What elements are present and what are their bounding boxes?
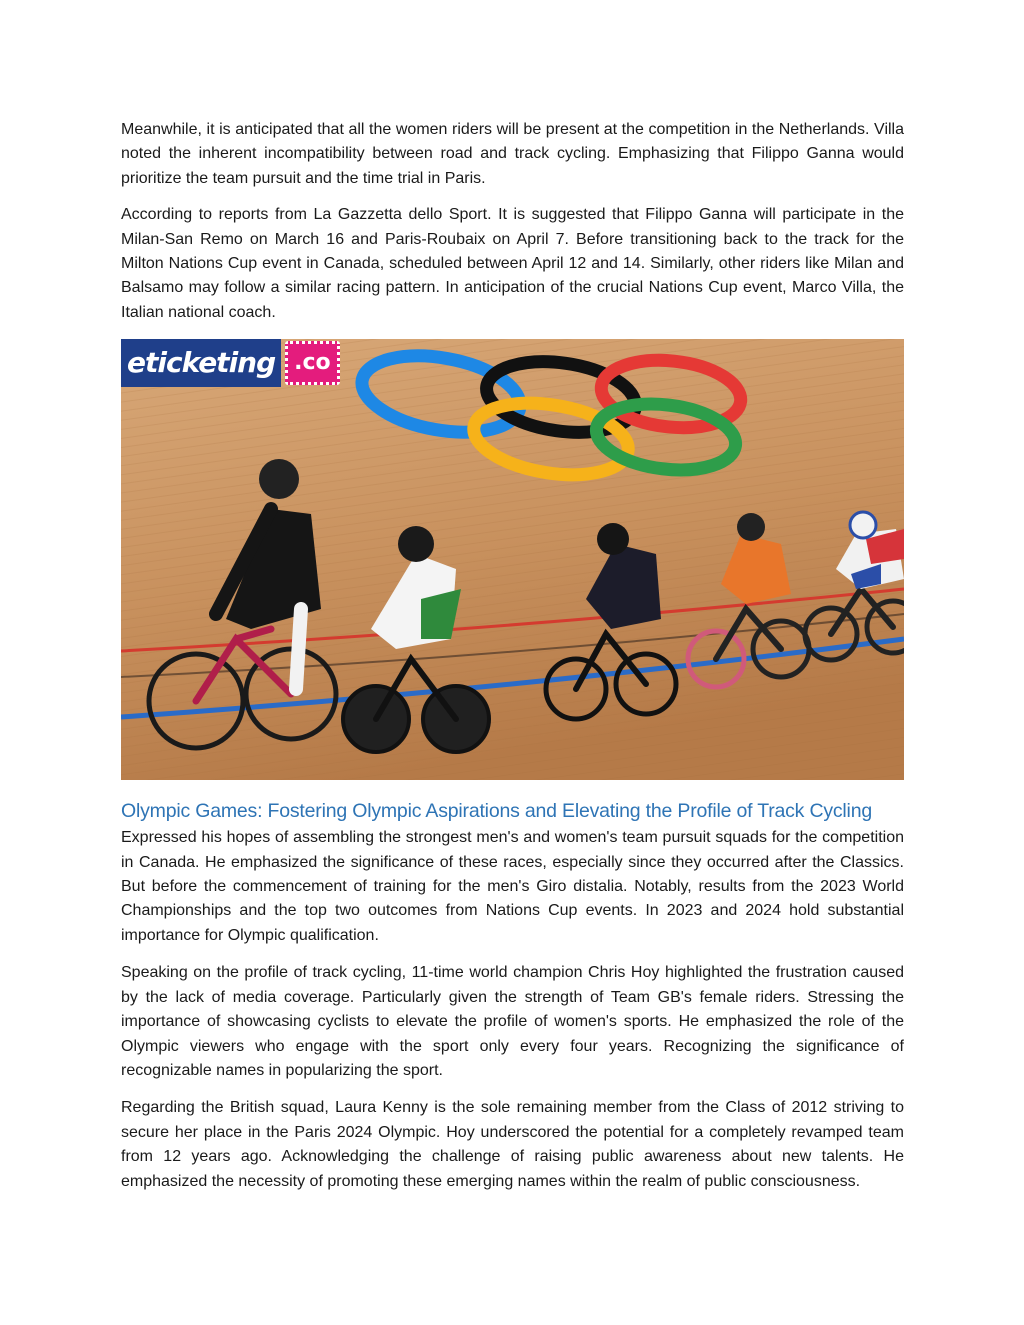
paragraph-1: Meanwhile, it is anticipated that all the women riders will be present at the competition in the Netherlands. Villa noted the inherent incompatibility between road and track cycling. Emphasizing that Filippo Ganna would prioritize the team pursuit and the time trial in Paris.	[121, 121, 904, 187]
watermark-suffix: .co	[285, 341, 340, 385]
paragraph-5: Regarding the British squad, Laura Kenny is the sole remaining member from the Class of 2012 striving to secure her place in the Paris 2024 Olympic. Hoy underscored the potential for a completely revamped team from 12 years ago. Acknowledging the challenge of raising public awareness about new talents. He emphasized the necessity of promoting these emerging names within the realm of public consciousness.	[121, 1099, 904, 1190]
track-cycling-photo	[121, 339, 904, 780]
document-page	[121, 118, 904, 1194]
paragraph-3: Expressed his hopes of assembling the strongest men's and women's team pursuit squads for the competition in Canada. He emphasized the significance of these races, especially since they occurred after the Classics. But before the commencement of training for the men's Giro distalia. Notably, results from the 2023 World Championships and the top two outcomes from Nations Cup events. In 2023 and 2024 hold substantial importance for Olympic qualification.	[121, 829, 904, 944]
eticketing-watermark	[121, 339, 340, 387]
paragraph-4: Speaking on the profile of track cycling, 11-time world champion Chris Hoy highlighted the frustration caused by the lack of media coverage. Particularly given the strength of Team GB's female riders. Stressing the importance of showcasing cyclists to elevate the profile of women's sports. He emphasized the role of the Olympic viewers who engage with the sport only every four years. Recognizing the significance of recognizable names in popularizing the sport.	[121, 964, 904, 1079]
velodrome-illustration	[121, 339, 904, 780]
section-heading: Olympic Games: Fostering Olympic Aspirations and Elevating the Profile of Track Cycling	[121, 800, 872, 823]
watermark-brand: eticketing	[121, 339, 281, 387]
paragraph-2: According to reports from La Gazzetta dello Sport. It is suggested that Filippo Ganna will participate in the Milan-San Remo on March 16 and Paris-Roubaix on April 7. Before transitioning back to the track for the Milton Nations Cup event in Canada, scheduled between April 12 and 14. Similarly, other riders like Milan and Balsamo may follow a similar racing pattern. In anticipation of the crucial Nations Cup event, Marco Villa, the Italian national coach.	[121, 206, 904, 321]
